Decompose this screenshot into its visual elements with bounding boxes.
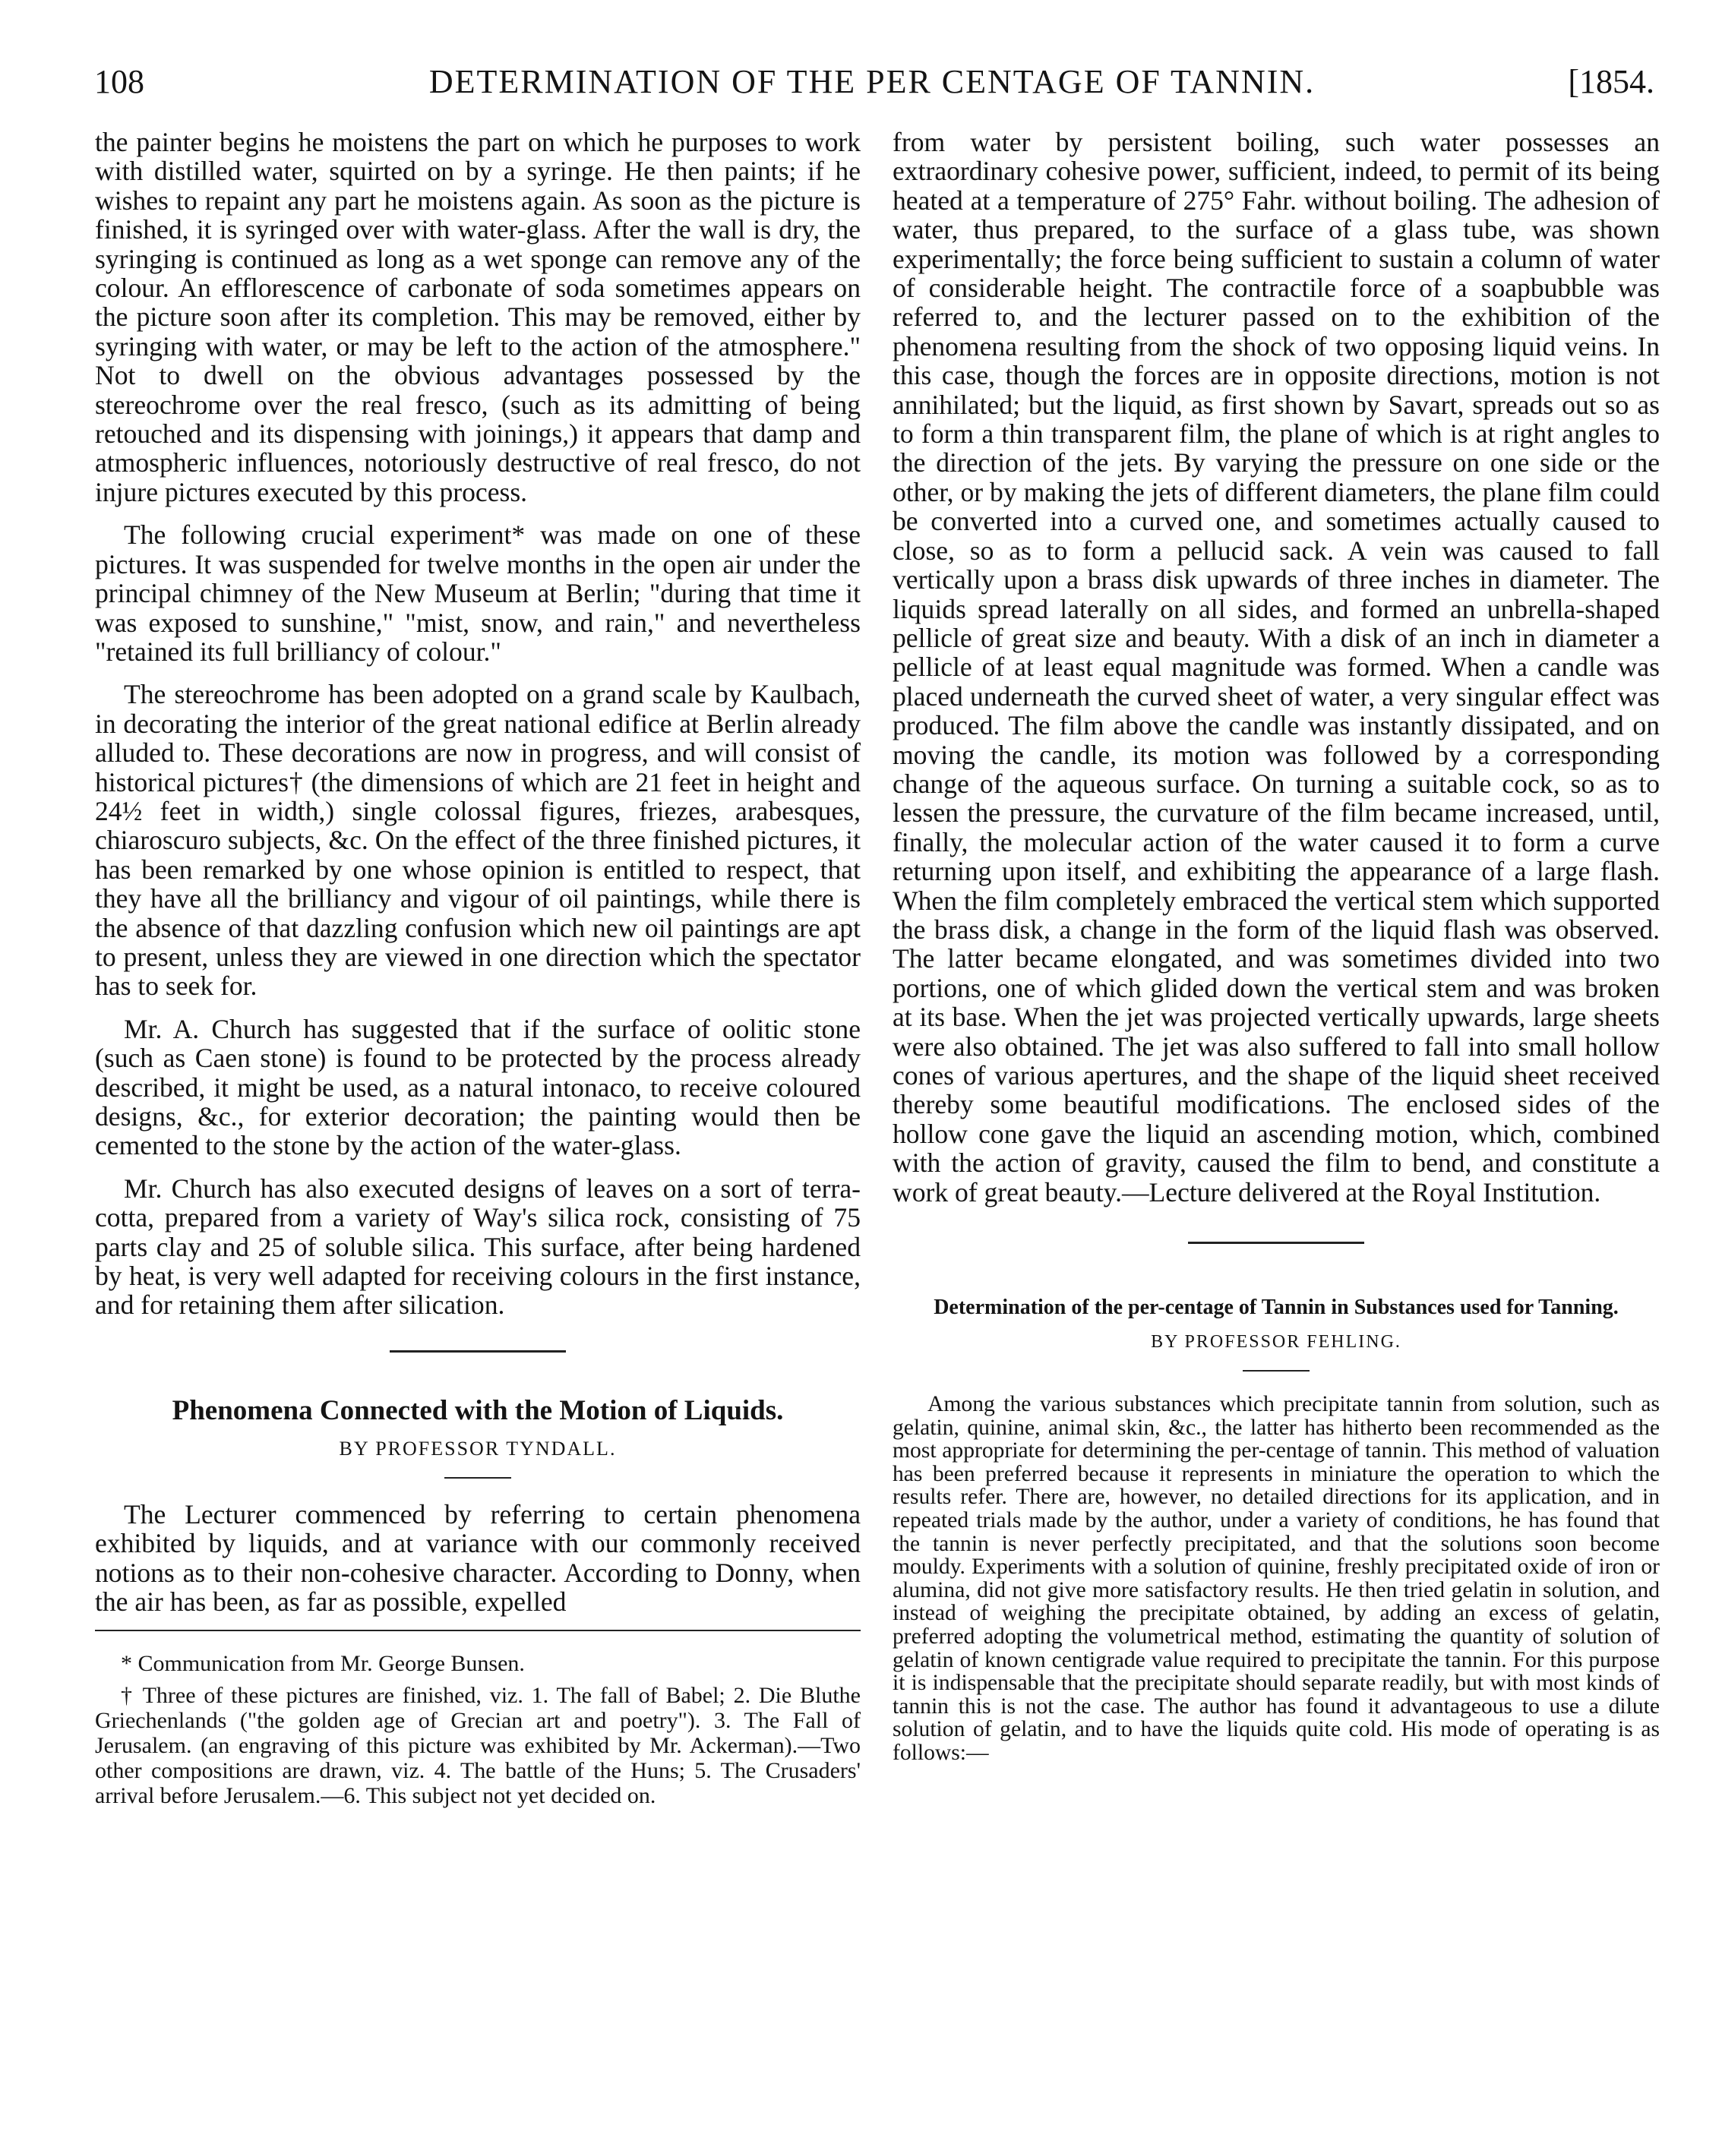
footnotes bbox=[95, 1651, 861, 1808]
paragraph: The stereochrome has been adopted on a grand scale by Kaulbach, in decorating the interior of the great national edifice at Berlin already alluded to. These decorations are now in progress, and will consist of historical pictures† (the dimensions of which are 21 feet in height and 24½ feet in width,) single colossal figures, friezes, arabesques, chiaroscuro subjects, &c. On the effect of the three finished pictures, it has been remarked by one whose opinion is entitled to respect, that they have all the brilliancy and vigour of oil paintings, while there is the absence of that dazzling confusion which new oil paintings are apt to present, unless they are viewed in one direction which the spectator has to seek for. bbox=[95, 679, 861, 1002]
paragraph: Among the various substances which precipitate tannin from solution, such as gelatin, quinine, animal skin, &c., the latter has hitherto been recommended as the most appropriate for determining the per-centage of tannin. This method of valuation has been preferred because it represents in miniature the operation to which the results refer. There are, however, no detailed directions for its application, and in repeated trials made by the author, under a variety of conditions, he has found that the tannin is never perfectly precipitated, and that the solutions soon become mouldy. Experiments with a solution of quinine, freshly precipitated oxide of iron or alumina, did not give more satisfactory results. He then tried gelatin in solution, and instead of weighing the precipitate obtained, by adding an excess of gelatin, preferred adopting the volumetrical method, estimating the quantity of solution of gelatin of known centigrade value required to precipitate the tannin. For this purpose it is indispensable that the precipitate should separate readily, but with most kinds of tannin this is not the case. The author has found it advantageous to use a dilute solution of gelatin, and to have the liquids quite cold. His mode of operating is as follows:— bbox=[893, 1392, 1660, 1765]
running-header bbox=[90, 61, 1654, 106]
stereochrome-article-continued bbox=[95, 128, 861, 1320]
fehling-article bbox=[893, 1393, 1660, 1765]
right-column bbox=[893, 128, 1660, 1765]
footnote: † Three of these pictures are finished, viz. 1. The fall of Babel; 2. Die Bluthe Griechenlands ("the golden age of Grecian art and poetry"). 3. The Fall of Jerusalem. (an engraving of this picture was exhibited by Mr. Ackerman).—Two other compositions are drawn, viz. 4. The battle of the Huns; 5. The Crusaders' arrival before Jerusalem.—6. This subject not yet decided on. bbox=[95, 1682, 861, 1809]
paragraph: the painter begins he moistens the part on which he purposes to work with distilled water, squirted on by a syringe. He then paints; if he wishes to repaint any part he moistens again. As soon as the picture is finished, it is syringed over with water-glass. After the wall is dry, the syringing is continued as long as a wet sponge can remove any of the colour. An efflorescence of carbonate of soda sometimes appears on the picture soon after its completion. This may be removed, either by syringing with water, or may be left to the action of the atmosphere." Not to dwell on the obvious advantages possessed by the stereochrome over the real fresco, (such as its admitting of being retouched and its dispensing with joinings,) it appears that damp and atmospheric influences, notoriously destructive of real fresco, do not injure pictures executed by this process. bbox=[95, 127, 861, 507]
byline-rule bbox=[444, 1477, 511, 1479]
footnote-rule bbox=[95, 1630, 861, 1631]
article-title-tyndall: Phenomena Connected with the Motion of Liquids. bbox=[172, 1394, 784, 1426]
left-column bbox=[95, 128, 861, 1815]
section-divider bbox=[390, 1350, 566, 1353]
article-title-fehling: Determination of the per-centage of Tannin in Substances used for Tanning. bbox=[934, 1296, 1619, 1320]
year-marker: [1854. bbox=[1568, 63, 1654, 100]
paragraph: from water by persistent boiling, such water possesses an extraordinary cohesive power, sufficient, indeed, to permit of its being heated at a temperature of 275° Fahr. without boiling. The adhesion of water, thus prepared, to the surface of a glass tube, was shown experimentally; the force being sufficient to sustain a column of water of considerable height. The contractile force of a soapbubble was referred to, and the lecturer passed on to the exhibition of the phenomena resulting from the shock of two opposing liquid veins. In this case, though the forces are in opposite directions, motion is not annihilated; but the liquid, as first shown by Savart, spreads out so as to form a thin transparent film, the plane of which is at right angles to the direction of the jets. By varying the pressure on one side or the other, or by making the jets of different diameters, the plane film could be converted into a curved one, and sometimes actually caused to close, so as to form a pellucid sack. A vein was caused to fall vertically upon a brass disk upwards of three inches in diameter. The liquids spread laterally on all sides, and formed an unbrella-shaped pellicle of great size and beauty. With a disk of an inch in diameter a pellicle of at least equal magnitude was formed. When a candle was placed underneath the curved sheet of water, a very singular effect was produced. The film above the candle was instantly dissipated, and on moving the candle, its motion was followed by a corresponding change of the aqueous surface. On turning a suitable cock, so as to lessen the pressure, the curvature of the film became increased, until, finally, the molecular action of the water caused it to form a curve returning upon itself, and exhibiting the appearance of a large flash. When the film completely embraced the vertical stem which supported the brass disk, a change in the form of the liquid flash was observed. The latter became elongated, and was sometimes divided into two portions, one of which glided down the vertical stem and was broken at its base. When the jet was projected vertically upwards, large sheets were also obtained. The jet was also suffered to fall into small hollow cones of various apertures, and the shape of the liquid sheet received thereby some beautiful modifications. The enclosed sides of the hollow cone gave the liquid an ascending motion, which, combined with the action of gravity, caused the film to bend, and constitute a work of great beauty.—Lecture delivered at the Royal Institution. bbox=[893, 127, 1660, 1207]
paragraph: The Lecturer commenced by referring to certain phenomena exhibited by liquids, and at variance with our commonly received notions as to their non-cohesive character. According to Donny, when the air has been, as far as possible, expelled bbox=[95, 1498, 861, 1618]
paragraph: The following crucial experiment* was made on one of these pictures. It was suspended for twelve months in the open air under the principal chimney of the New Museum at Berlin; "during that time it was exposed to sunshine," "mist, snow, and rain," and nevertheless "retained its full brilliancy of colour." bbox=[95, 519, 861, 667]
section-divider bbox=[1188, 1242, 1364, 1244]
page-number: 108 bbox=[94, 63, 144, 100]
running-title: DETERMINATION OF THE PER CENTAGE OF TANNIN. bbox=[428, 63, 1316, 100]
paragraph: Mr. A. Church has suggested that if the surface of oolitic stone (such as Caen stone) is found to be protected by the process already described, it might be used, as a natural intonaco, to receive coloured designs, &c., for exterior decoration; the painting would then be cemented to the stone by the action of the water-glass. bbox=[95, 1013, 861, 1161]
paragraph: Mr. Church has also executed designs of leaves on a sort of terra-cotta, prepared from a variety of Way's silica rock, consisting of 75 parts clay and 25 of soluble silica. This surface, after being hardened by heat, is very well adapted for receiving colours in the first instance, and for retaining them after silication. bbox=[95, 1173, 861, 1321]
byline-rule bbox=[1243, 1370, 1310, 1372]
tyndall-article-start bbox=[95, 1500, 861, 1617]
tyndall-article-continued bbox=[893, 128, 1660, 1207]
article-byline-tyndall: BY PROFESSOR TYNDALL. bbox=[339, 1437, 617, 1460]
footnote: * Communication from Mr. George Bunsen. bbox=[121, 1651, 525, 1677]
article-byline-fehling: BY PROFESSOR FEHLING. bbox=[1151, 1332, 1401, 1353]
